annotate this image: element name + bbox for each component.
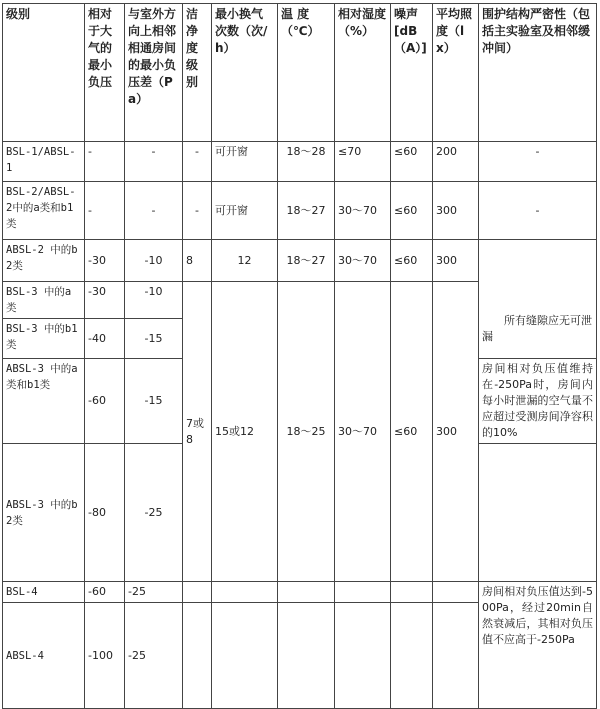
cell-empty bbox=[391, 603, 433, 709]
cell-empty bbox=[278, 603, 335, 709]
header-min-negative-pressure: 相对于大气的最小负压 bbox=[85, 4, 125, 142]
cell-empty bbox=[183, 603, 212, 709]
cell-diff: - bbox=[125, 142, 183, 182]
cell-clean: 8 bbox=[183, 240, 212, 282]
cell-temp: 18～27 bbox=[278, 182, 335, 240]
cell-ach-merged: 15或12 bbox=[212, 282, 278, 582]
cell-diff: -10 bbox=[125, 240, 183, 282]
cell-temp: 18～27 bbox=[278, 240, 335, 282]
header-airtightness: 围护结构严密性（包括主实验室及相邻缓冲间） bbox=[479, 4, 597, 142]
cell-rh: 30～70 bbox=[335, 240, 391, 282]
cell-diff: -25 bbox=[125, 582, 183, 603]
cell-diff: -25 bbox=[125, 444, 183, 582]
cell-neg: -100 bbox=[85, 603, 125, 709]
cell-diff: -15 bbox=[125, 359, 183, 444]
cell-noise: ≤60 bbox=[391, 182, 433, 240]
header-level: 级别 bbox=[3, 4, 85, 142]
cell-neg: - bbox=[85, 142, 125, 182]
header-illuminance: 平均照度（lx） bbox=[433, 4, 479, 142]
cell-level: BSL-1/ABSL-1 bbox=[3, 142, 85, 182]
cell-neg: -60 bbox=[85, 359, 125, 444]
cell-lux-merged: 300 bbox=[433, 282, 479, 582]
header-relative-humidity: 相对湿度（%） bbox=[335, 4, 391, 142]
cell-clean: - bbox=[183, 182, 212, 240]
cell-noise: ≤60 bbox=[391, 240, 433, 282]
cell-tight-absl3: 房间相对负压值维持在-250Pa时，房间内每小时泄漏的空气量不应超过受测房间净容积的10% bbox=[479, 359, 597, 444]
biosafety-lab-spec-table bbox=[2, 3, 597, 709]
cell-empty bbox=[433, 582, 479, 603]
cell-level: BSL-3 中的a类 bbox=[3, 282, 85, 319]
table-row bbox=[3, 240, 597, 282]
cell-neg: -40 bbox=[85, 319, 125, 359]
cell-diff: - bbox=[125, 182, 183, 240]
cell-empty bbox=[391, 582, 433, 603]
cell-temp-merged: 18～25 bbox=[278, 282, 335, 582]
cell-level: ABSL-3 中的a类和b1类 bbox=[3, 359, 85, 444]
cell-lux: 300 bbox=[433, 240, 479, 282]
cell-rh: 30～70 bbox=[335, 182, 391, 240]
cell-level: ABSL-2 中的b2类 bbox=[3, 240, 85, 282]
cell-tight-bsl3 bbox=[479, 240, 597, 359]
cell-empty bbox=[278, 582, 335, 603]
cell-lux: 200 bbox=[433, 142, 479, 182]
cell-level: ABSL-4 bbox=[3, 603, 85, 709]
cell-empty bbox=[335, 582, 391, 603]
cell-tight: - bbox=[479, 182, 597, 240]
header-row bbox=[3, 4, 597, 142]
cell-rh: ≤70 bbox=[335, 142, 391, 182]
table-row bbox=[3, 182, 597, 240]
header-temperature: 温 度（℃） bbox=[278, 4, 335, 142]
cell-neg: -60 bbox=[85, 582, 125, 603]
cell-level: BSL-3 中的b1类 bbox=[3, 319, 85, 359]
cell-noise-merged: ≤60 bbox=[391, 282, 433, 582]
cell-empty bbox=[183, 582, 212, 603]
cell-level: ABSL-3 中的b2类 bbox=[3, 444, 85, 582]
cell-tight: - bbox=[479, 142, 597, 182]
header-noise: 噪声[dB（A）] bbox=[391, 4, 433, 142]
cell-neg: -30 bbox=[85, 240, 125, 282]
cell-neg: -80 bbox=[85, 444, 125, 582]
header-cleanliness-class: 洁净度级别 bbox=[183, 4, 212, 142]
cell-tight-bsl4: 房间相对负压值达到-500Pa，经过20min自然衰减后，其相对负压值不应高于-250Pa bbox=[479, 582, 597, 709]
cell-lux: 300 bbox=[433, 182, 479, 240]
cell-level: BSL-2/ABSL-2中的a类和b1类 bbox=[3, 182, 85, 240]
cell-temp: 18～28 bbox=[278, 142, 335, 182]
cell-diff: -25 bbox=[125, 603, 183, 709]
table-row bbox=[3, 582, 597, 603]
cell-clean: - bbox=[183, 142, 212, 182]
tight-bsl3-text: 所有缝隙应无可泄漏 bbox=[482, 314, 592, 343]
cell-ach: 可开窗 bbox=[212, 182, 278, 240]
cell-clean-merged: 7或8 bbox=[183, 282, 212, 582]
cell-neg: - bbox=[85, 182, 125, 240]
table-row bbox=[3, 142, 597, 182]
cell-diff: -15 bbox=[125, 319, 183, 359]
header-min-pressure-difference: 与室外方向上相邻相通房间的最小负压差（Pa） bbox=[125, 4, 183, 142]
cell-tight-empty bbox=[479, 444, 597, 582]
cell-noise: ≤60 bbox=[391, 142, 433, 182]
cell-rh-merged: 30～70 bbox=[335, 282, 391, 582]
cell-ach: 12 bbox=[212, 240, 278, 282]
spec-table-wrapper bbox=[2, 3, 597, 709]
cell-ach: 可开窗 bbox=[212, 142, 278, 182]
cell-empty bbox=[433, 603, 479, 709]
cell-empty bbox=[335, 603, 391, 709]
cell-neg: -30 bbox=[85, 282, 125, 319]
cell-empty bbox=[212, 582, 278, 603]
cell-level: BSL-4 bbox=[3, 582, 85, 603]
cell-diff: -10 bbox=[125, 282, 183, 319]
header-air-change-rate: 最小换气次数（次/h） bbox=[212, 4, 278, 142]
cell-empty bbox=[212, 603, 278, 709]
